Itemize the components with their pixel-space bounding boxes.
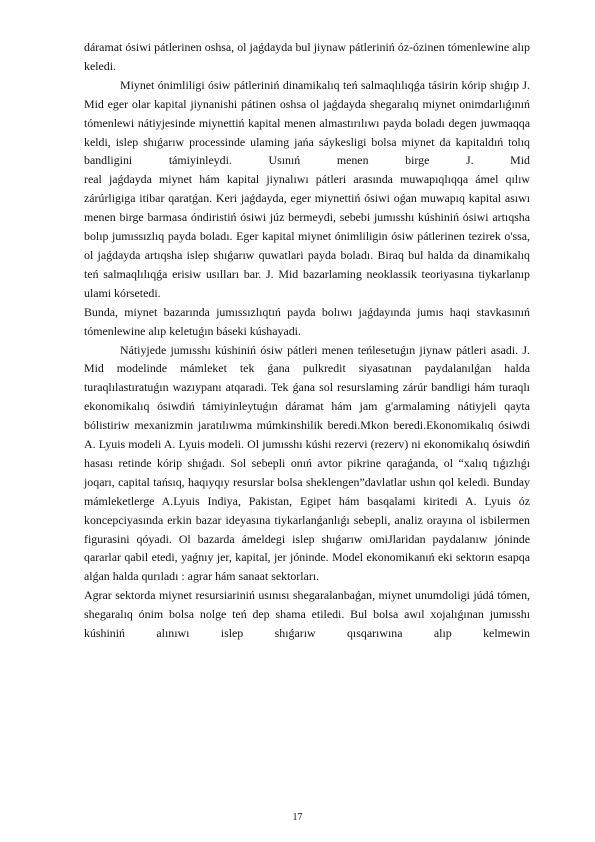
paragraph-7: Agrar sektorda miynet resursiariniń usınısı shegaralanbaǵan, miynet unumdoligi júdá tómen, shegaralıq ónim bolsa nolge teń dep shama etiledi. Bul bolsa awıl xojalıǵınan jumısshı kúshiniń alınıwı islep shıǵarıw qısqarıwına alıp kelmewin: [84, 588, 530, 641]
paragraph-4: real jaǵdayda miynet hám kapital jiynalıwı pátleri arasında muwapıqlıqqa ámel qılıw zárúrligiga itibar qaratǵan. Keri jaǵdayda, eger miynettiń ósiwi oǵan muwapıq kapital asıwı menen birge barmasa óndiristiń ósiwi júz bermeydi, sebebi jumısshı kúshiniń ósiwi artıqsha bolıp jumıssızlıq payda boladı. Eger kapital miynet ónimliligin ósiw pátlerinen tezirek o'ssa, ol jaǵdayda artıqsha islep shıǵarıw quwatlari payda boladı. Biraq bul halda da dinamikalıq teń salmaqlılıqǵa erisiw usılları bar. J. Mid bazarlaming neoklassik teoriyasına tiykarlanıp ulami kórsetedi.: [84, 172, 530, 300]
paragraph-6: Nátiyjede jumısshı kúshiniń ósiw pátleri menen teńlesetuǵın jiynaw pátleri asadi. J. Mid modelinde mámleket tek ǵana pulkredit siyasatınan paydalanılǵan halda turaqlılastıratuǵın wazıypanı atqaradi. Tek ǵana sol resurslaming zárúr bandligi hám turaqlı ekonomikalıq ósiwdiń támiyinleytuǵın dáramat hám jam g'armalaming nátiyjeli qayta bólistiriw mexanizmin jaratılıwma múmkinshilik beredi.Mkon beredi.Ekonomikalıq ósiwdi A. Lyuis modeli A. Lyuis modeli. Ol jumısshı kúshi rezervi (rezerv) ni ekonomikalıq ósiwdiń hasası retinde kórip shıǵadı. Sol sebepli onıń avtor pikrine qaraǵanda, ol “xalıq tıǵızlıǵı joqarı, capital tańsıq, haqıyqıy resurslar bolsa sheklengen”davlatlar ushın qol keledi. Bunday mámleketlerge A.Lyuis Indiya, Pakistan, Egipet hám basqalami kiritedi A. Lyuis óz koncepciyasında erkin bazar ideyasına tiykarlanǵanlıǵı sebepli, analiz orayına ol isbilermen figurasini qóyadi. Ol bazarda ámeldegi islep shıǵarıw omiJlaridan paydalanıw jóninde qararlar qabil etedi, yaǵnıy jer, kapital, jer jóninde. Model ekonomikanıń eki sektorın esapqa alǵan halda qurıladı : agrar hám sanaat sektorları.: [84, 342, 530, 584]
document-page: [84, 38, 530, 643]
page-number: 17: [292, 812, 303, 823]
paragraph-2: keledi.: [84, 58, 117, 73]
paragraph-1: dáramat ósiwi pátlerinen oshsa, ol jaǵdayda bul jiynaw pátleriniń óz-ózinen tómenlewine alıp: [84, 40, 530, 54]
paragraph-5: Bunda, miynet bazarında jumıssızlıqtıń payda bolıwı jaǵdayında jumıs haqi stavkasınıń tómenlewine alıp keletuǵın báseki kúshayadi.: [84, 304, 530, 338]
paragraph-3: Miynet ónimliligi ósiw pátleriniń dinamikalıq teń salmaqlılıqǵa tásirin kórip shıǵıp J. Mid eger olar kapital jiynanishi pátinen oshsa ol jaǵdayda shegaralıq miynet onimdarlıǵınıń tómenlewi nátiyjesinde miynettiń kapital menen almastırılıwı payda boladı degen juwmaqqa keldi, islep shıǵarıw processinde ulaming jańa sáykesligi bolsa miynet da kapitaldıń tolıq bandligini támiyinleydi. Usınıń menen birge J. Mid: [84, 77, 530, 168]
